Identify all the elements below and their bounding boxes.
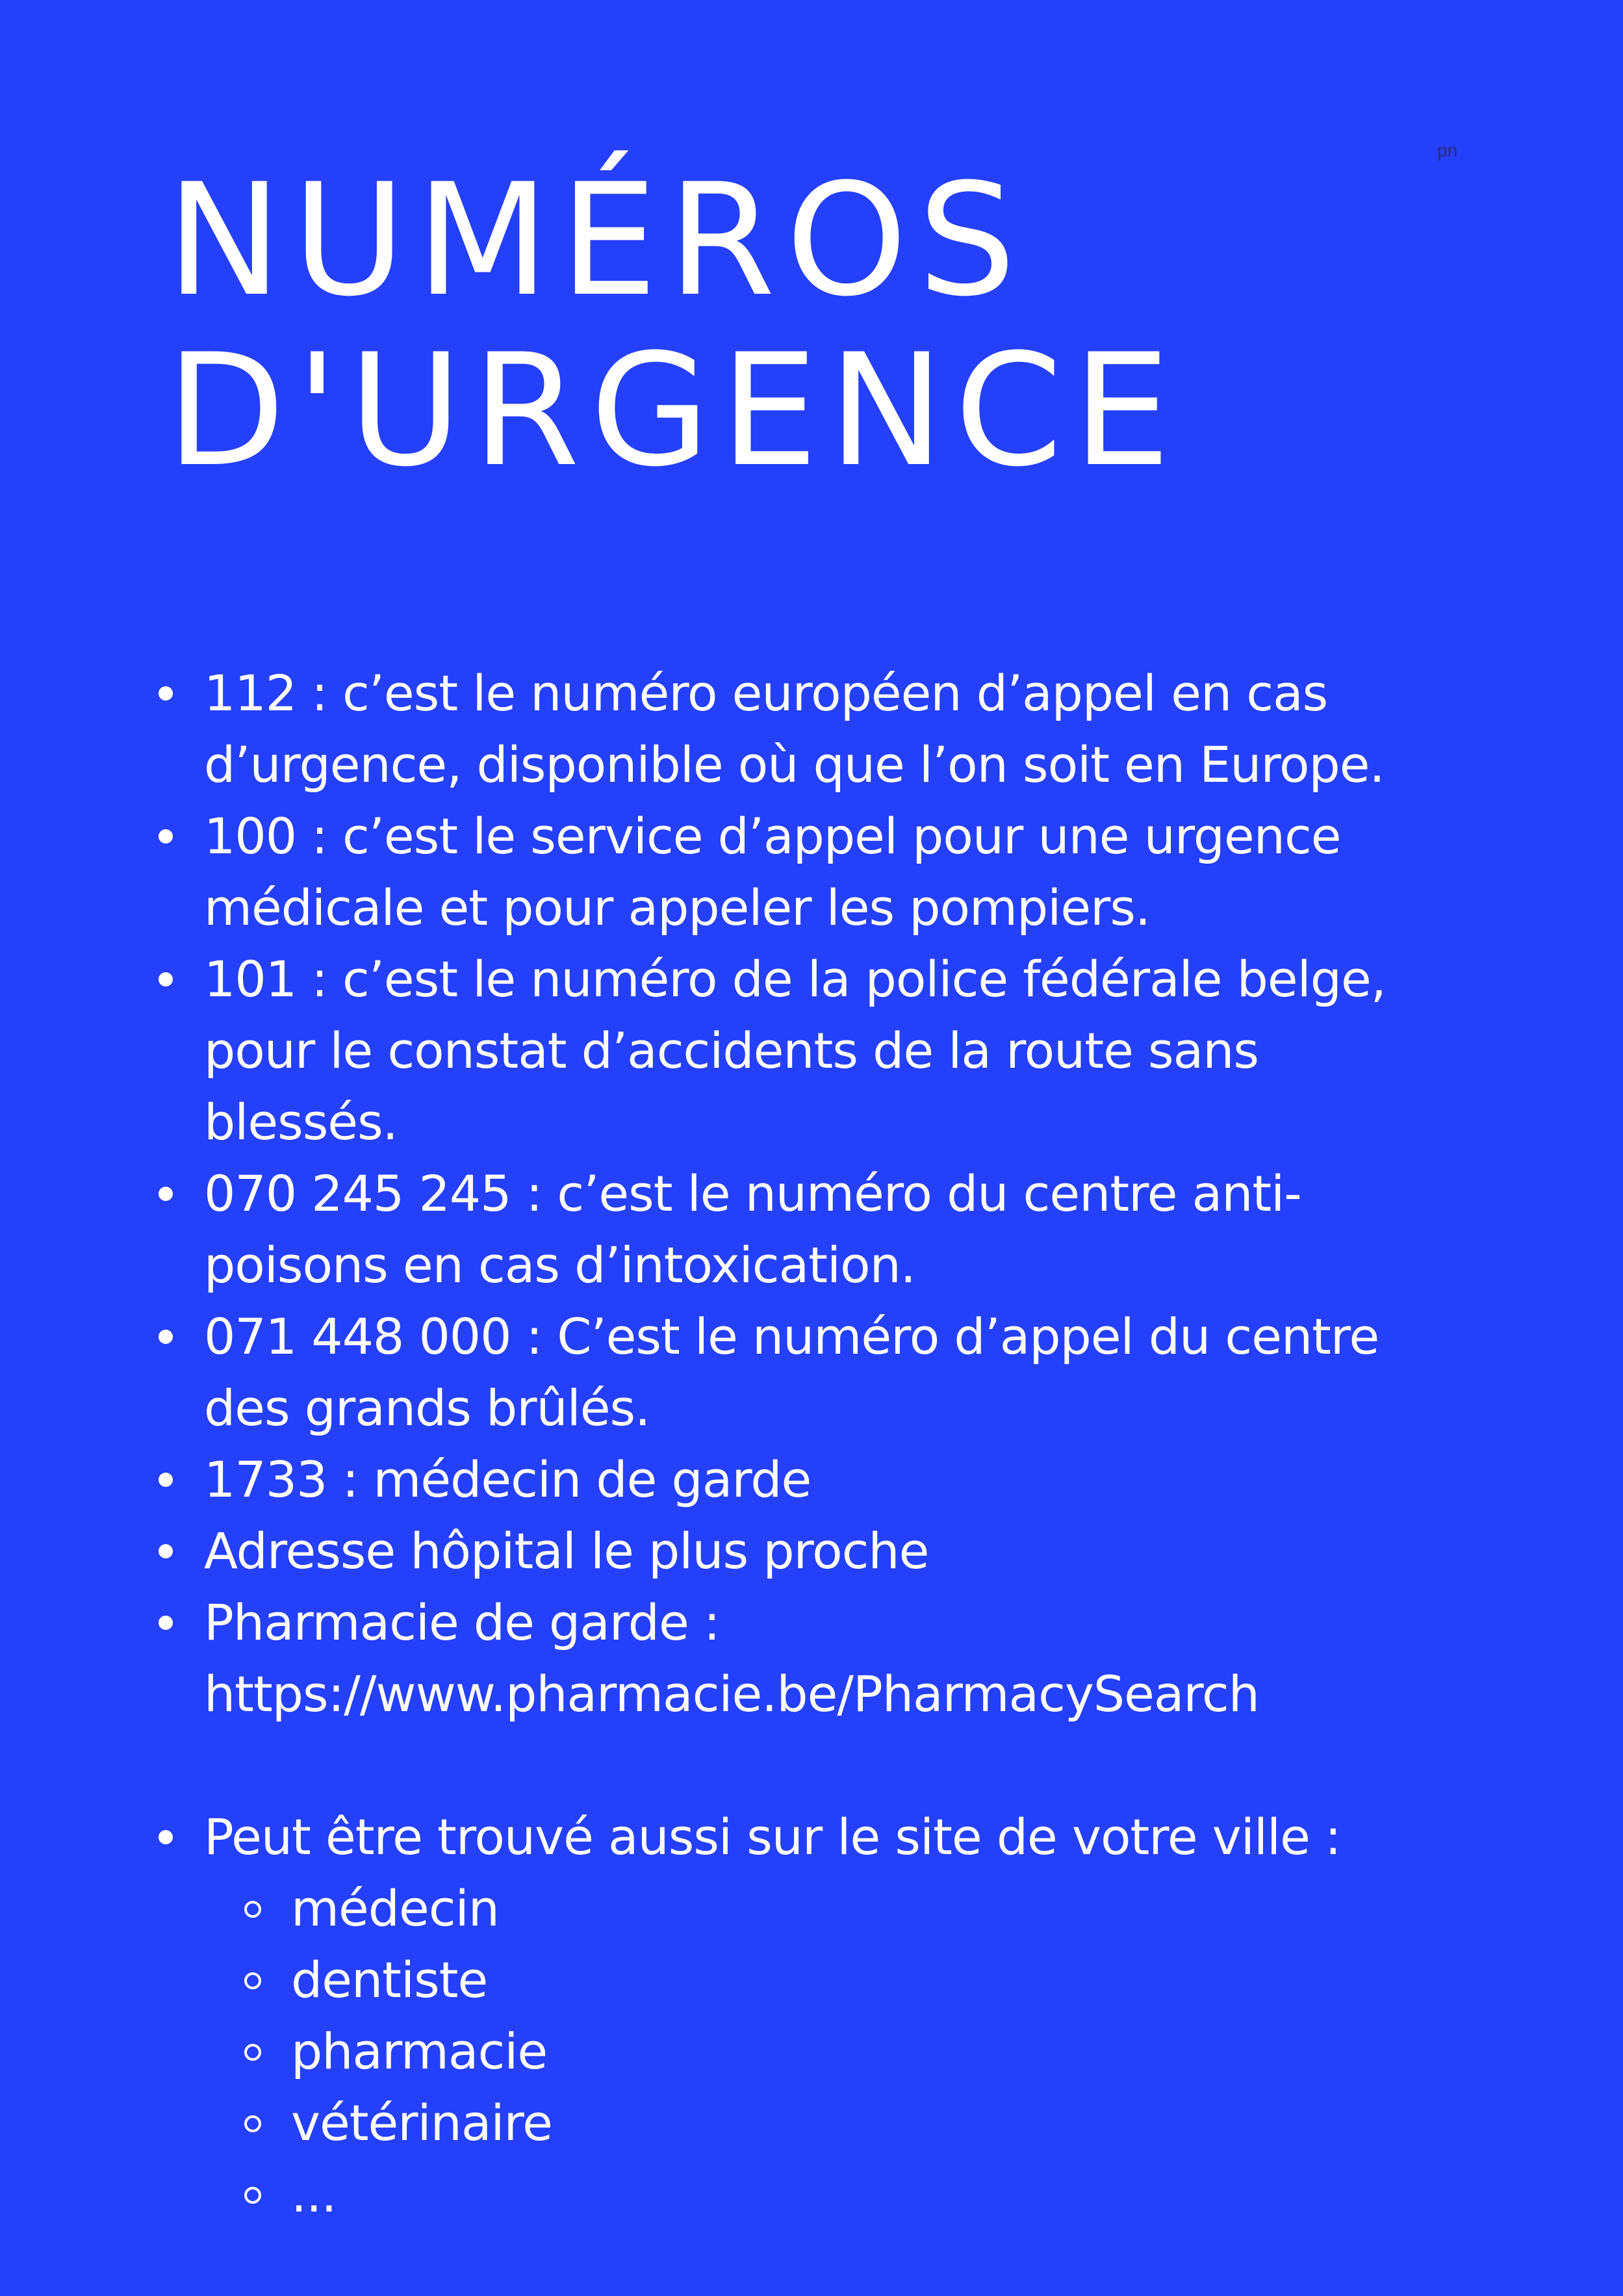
list-item-line: d’urgence, disponible où que l’on soit en Europe. bbox=[204, 736, 1385, 793]
sublist-item: pharmacie bbox=[291, 2016, 1542, 2087]
sublist-item: ... bbox=[291, 2159, 1542, 2230]
list-item-line: 100 : c’est le service d’appel pour une urgence bbox=[204, 807, 1341, 865]
list-item-line: 1733 : médecin de garde bbox=[204, 1451, 812, 1508]
city-services-sublist bbox=[204, 1873, 1542, 2230]
list-item-line: Pharmacie de garde : bbox=[204, 1593, 720, 1651]
list-item-pharmacy-on-call bbox=[204, 1587, 1542, 1730]
title-line-2: D'URGENCE bbox=[166, 321, 1181, 501]
list-item-101 bbox=[204, 944, 1542, 1158]
list-item-112 bbox=[204, 658, 1542, 801]
page-title bbox=[166, 151, 1181, 501]
list-item-line: des grands brûlés. bbox=[204, 1379, 650, 1437]
list-item-line: pour le constat d’accidents de la route sans bbox=[204, 1022, 1259, 1079]
sublist-item: dentiste bbox=[291, 1944, 1542, 2016]
pharmacy-search-url: https://www.pharmacie.be/PharmacySearch bbox=[204, 1665, 1259, 1723]
sublist-item: médecin bbox=[291, 1873, 1542, 1944]
list-item-line: 112 : c’est le numéro européen d’appel en cas bbox=[204, 664, 1328, 722]
list-item-line: 070 245 245 : c’est le numéro du centre anti- bbox=[204, 1165, 1301, 1222]
list-item-line: 101 : c’est le numéro de la police fédérale belge, bbox=[204, 950, 1386, 1008]
list-item-doctor-on-call bbox=[204, 1444, 1542, 1516]
list-item-100 bbox=[204, 801, 1542, 944]
corner-mark: pn bbox=[1437, 140, 1458, 161]
list-item-antipoison bbox=[204, 1158, 1542, 1301]
list-item-line: 071 448 000 : C’est le numéro d’appel du centre bbox=[204, 1308, 1379, 1365]
list-item-nearest-hospital bbox=[204, 1516, 1542, 1587]
sublist-item: vétérinaire bbox=[291, 2087, 1542, 2159]
list-item-burns-center bbox=[204, 1301, 1542, 1444]
list-item-line: Adresse hôpital le plus proche bbox=[204, 1522, 929, 1580]
emergency-numbers-list bbox=[204, 658, 1542, 2230]
list-item-line: Peut être trouvé aussi sur le site de votre ville : bbox=[204, 1808, 1341, 1866]
title-line-1: NUMÉROS bbox=[166, 151, 1027, 331]
list-item-city-website bbox=[204, 1801, 1542, 2230]
list-item-line: poisons en cas d’intoxication. bbox=[204, 1236, 915, 1294]
list-item-line: blessés. bbox=[204, 1093, 398, 1151]
list-item-line: médicale et pour appeler les pompiers. bbox=[204, 879, 1151, 936]
